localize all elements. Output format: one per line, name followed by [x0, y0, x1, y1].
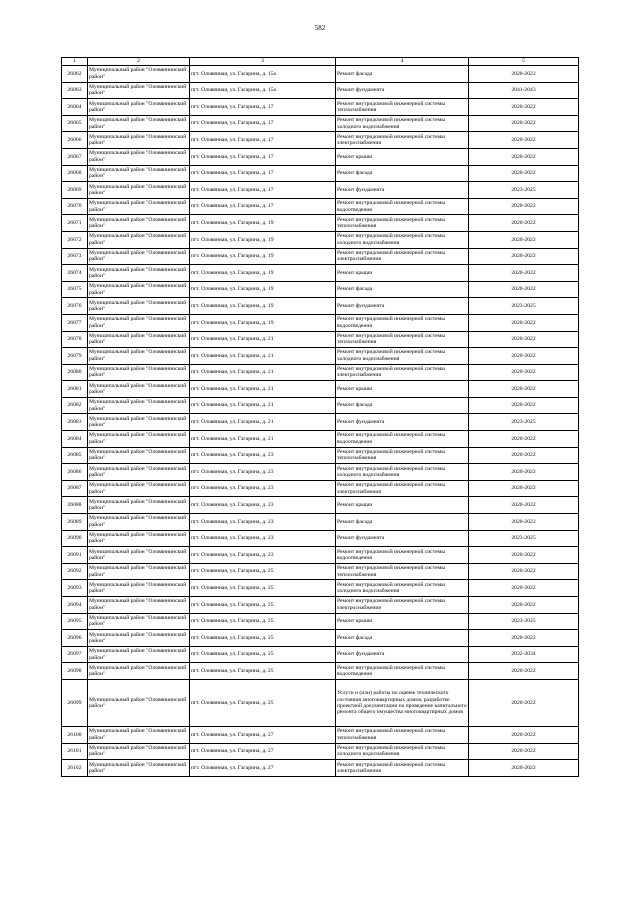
period-cell: 2020-2022 — [469, 726, 579, 743]
municipality-cell: Муниципальный район "Оловяннинский район" — [88, 646, 190, 663]
municipality-cell: Муниципальный район "Оловяннинский район" — [88, 563, 190, 580]
work-type-cell: Ремонт внутридомовой инженерной системы водоотведения — [336, 314, 469, 331]
row-number-cell: 26068 — [62, 165, 88, 182]
municipality-cell: Муниципальный район "Оловяннинский район" — [88, 431, 190, 448]
table-row — [62, 298, 579, 315]
municipality-cell: Муниципальный район "Оловяннинский район" — [88, 613, 190, 630]
column-number-header: 3 — [190, 58, 336, 66]
municipality-cell: Муниципальный район "Оловяннинский район" — [88, 630, 190, 647]
row-number-cell: 26084 — [62, 431, 88, 448]
row-number-cell: 26088 — [62, 497, 88, 514]
row-number-cell: 26098 — [62, 663, 88, 680]
address-cell: пгт. Оловянная, ул. Гагарина, д. 19 — [190, 281, 336, 298]
work-type-cell: Ремонт внутридомовой инженерной системы водоотведения — [336, 547, 469, 564]
address-cell: пгт. Оловянная, ул. Гагарина, д. 17 — [190, 99, 336, 116]
period-cell: 2020-2022 — [469, 431, 579, 448]
work-type-cell: Ремонт внутридомовой инженерной системы электроснабжения — [336, 480, 469, 497]
address-cell: пгт. Оловянная, ул. Гагарина, д. 19 — [190, 314, 336, 331]
work-type-cell: Ремонт внутридомовой инженерной системы холодного водоснабжения — [336, 115, 469, 132]
municipality-cell: Муниципальный район "Оловяннинский район" — [88, 414, 190, 431]
period-cell: 2020-2022 — [469, 630, 579, 647]
period-cell: 2020-2022 — [469, 115, 579, 132]
municipality-cell: Муниципальный район "Оловяннинский район" — [88, 182, 190, 199]
table-row — [62, 630, 579, 647]
work-type-cell: Ремонт фасада — [336, 281, 469, 298]
period-cell: 2020-2022 — [469, 743, 579, 760]
row-number-cell: 26091 — [62, 547, 88, 564]
address-cell: пгт. Оловянная, ул. Гагарина, д. 23 — [190, 530, 336, 547]
address-cell: пгт. Оловянная, ул. Гагарина, д. 25 — [190, 646, 336, 663]
row-number-cell: 26101 — [62, 743, 88, 760]
table-row — [62, 431, 579, 448]
address-cell: пгт. Оловянная, ул. Гагарина, д. 25 — [190, 630, 336, 647]
work-type-cell: Ремонт внутридомовой инженерной системы теплоснабжения — [336, 726, 469, 743]
municipality-cell: Муниципальный район "Оловяннинский район" — [88, 66, 190, 83]
address-cell: пгт. Оловянная, ул. Гагарина, д. 17 — [190, 148, 336, 165]
address-cell: пгт. Оловянная, ул. Гагарина, д. 23 — [190, 447, 336, 464]
period-cell: 2020-2022 — [469, 547, 579, 564]
address-cell: пгт. Оловянная, ул. Гагарина, д. 19 — [190, 215, 336, 232]
period-cell: 2020-2022 — [469, 314, 579, 331]
period-cell: 2020-2022 — [469, 563, 579, 580]
municipality-cell: Муниципальный район "Оловяннинский район" — [88, 663, 190, 680]
address-cell: пгт. Оловянная, ул. Гагарина, д. 23 — [190, 547, 336, 564]
address-cell: пгт. Оловянная, ул. Гагарина, д. 25 — [190, 597, 336, 614]
period-cell: 2020-2022 — [469, 580, 579, 597]
row-number-cell: 26090 — [62, 530, 88, 547]
table-row — [62, 726, 579, 743]
table-row — [62, 613, 579, 630]
municipality-cell: Муниципальный район "Оловяннинский район" — [88, 115, 190, 132]
municipality-cell: Муниципальный район "Оловяннинский район" — [88, 298, 190, 315]
table-body — [62, 66, 579, 777]
address-cell: пгт. Оловянная, ул. Гагарина, д. 25 — [190, 580, 336, 597]
municipality-cell: Муниципальный район "Оловяннинский район" — [88, 480, 190, 497]
municipality-cell: Муниципальный район "Оловяннинский район" — [88, 99, 190, 116]
table-row — [62, 66, 579, 83]
address-cell: пгт. Оловянная, ул. Гагарина, д. 19 — [190, 265, 336, 282]
work-type-cell: Ремонт фасада — [336, 66, 469, 83]
row-number-cell: 26083 — [62, 414, 88, 431]
work-type-cell: Ремонт фундамента — [336, 530, 469, 547]
municipality-cell: Муниципальный район "Оловяннинский район" — [88, 314, 190, 331]
work-type-cell: Услуги и (или) работы по оценке технического состояния многоквартирных домов, разработке проектной документации на проведение капитального ремонта общего имущества многоквартирных домов — [336, 679, 469, 726]
work-type-cell: Ремонт внутридомовой инженерной системы холодного водоснабжения — [336, 231, 469, 248]
period-cell: 2020-2022 — [469, 760, 579, 777]
municipality-cell: Муниципальный район "Оловяннинский район" — [88, 331, 190, 348]
work-type-cell: Ремонт внутридомовой инженерной системы электроснабжения — [336, 132, 469, 149]
work-type-cell: Ремонт внутридомовой инженерной системы холодного водоснабжения — [336, 743, 469, 760]
column-number-header: 4 — [336, 58, 469, 66]
municipality-cell: Муниципальный район "Оловяннинский район" — [88, 348, 190, 365]
column-number-header: 2 — [88, 58, 190, 66]
address-cell: пгт. Оловянная, ул. Гагарина, д. 25 — [190, 563, 336, 580]
address-cell: пгт. Оловянная, ул. Гагарина, д. 23 — [190, 464, 336, 481]
municipality-cell: Муниципальный район "Оловяннинский район" — [88, 597, 190, 614]
municipality-cell: Муниципальный район "Оловяннинский район" — [88, 231, 190, 248]
municipality-cell: Муниципальный район "Оловяннинский район" — [88, 381, 190, 398]
municipality-cell: Муниципальный район "Оловяннинский район" — [88, 547, 190, 564]
period-cell: 2020-2022 — [469, 397, 579, 414]
period-cell: 2020-2022 — [469, 165, 579, 182]
table-row — [62, 580, 579, 597]
period-cell: 2020-2022 — [469, 215, 579, 232]
period-cell: 2020-2022 — [469, 663, 579, 680]
address-cell: пгт. Оловянная, ул. Гагарина, д. 19 — [190, 231, 336, 248]
address-cell: пгт. Оловянная, ул. Гагарина, д. 27 — [190, 743, 336, 760]
municipality-cell: Муниципальный район "Оловяннинский район" — [88, 165, 190, 182]
address-cell: пгт. Оловянная, ул. Гагарина, д. 21 — [190, 331, 336, 348]
row-number-cell: 26066 — [62, 132, 88, 149]
table-row — [62, 231, 579, 248]
address-cell: пгт. Оловянная, ул. Гагарина, д. 23 — [190, 514, 336, 531]
work-type-cell: Ремонт внутридомовой инженерной системы теплоснабжения — [336, 215, 469, 232]
address-cell: пгт. Оловянная, ул. Гагарина, д. 15а — [190, 66, 336, 83]
period-cell: 2020-2022 — [469, 514, 579, 531]
work-type-cell: Ремонт внутридомовой инженерной системы холодного водоснабжения — [336, 464, 469, 481]
work-type-cell: Ремонт фасада — [336, 630, 469, 647]
address-cell: пгт. Оловянная, ул. Гагарина, д. 21 — [190, 381, 336, 398]
municipality-cell: Муниципальный район "Оловяннинский район" — [88, 497, 190, 514]
period-cell: 2020-2022 — [469, 66, 579, 83]
row-number-cell: 26082 — [62, 397, 88, 414]
row-number-cell: 26080 — [62, 364, 88, 381]
row-number-cell: 26102 — [62, 760, 88, 777]
work-type-cell: Ремонт внутридомовой инженерной системы теплоснабжения — [336, 99, 469, 116]
table-row — [62, 348, 579, 365]
work-type-cell: Ремонт фасада — [336, 514, 469, 531]
municipality-cell: Муниципальный район "Оловяннинский район" — [88, 281, 190, 298]
period-cell: 2020-2022 — [469, 597, 579, 614]
period-cell: 2020-2022 — [469, 132, 579, 149]
municipality-cell: Муниципальный район "Оловяннинский район" — [88, 580, 190, 597]
municipality-cell: Муниципальный район "Оловяннинский район" — [88, 148, 190, 165]
municipality-cell: Муниципальный район "Оловяннинский район" — [88, 679, 190, 726]
row-number-cell: 26079 — [62, 348, 88, 365]
row-number-cell: 26085 — [62, 447, 88, 464]
work-type-cell: Ремонт внутридомовой инженерной системы электроснабжения — [336, 248, 469, 265]
address-cell: пгт. Оловянная, ул. Гагарина, д. 23 — [190, 497, 336, 514]
table-row — [62, 215, 579, 232]
work-type-cell: Ремонт фундамента — [336, 646, 469, 663]
municipality-cell: Муниципальный район "Оловяннинский район" — [88, 132, 190, 149]
period-cell: 2041-2043 — [469, 82, 579, 99]
work-type-cell: Ремонт фасада — [336, 165, 469, 182]
period-cell: 2020-2022 — [469, 99, 579, 116]
table-row — [62, 760, 579, 777]
table-row — [62, 530, 579, 547]
address-cell: пгт. Оловянная, ул. Гагарина, д. 17 — [190, 165, 336, 182]
period-cell: 2023-2025 — [469, 613, 579, 630]
address-cell: пгт. Оловянная, ул. Гагарина, д. 25 — [190, 679, 336, 726]
row-number-cell: 26096 — [62, 630, 88, 647]
table-row — [62, 132, 579, 149]
period-cell: 2023-2025 — [469, 530, 579, 547]
municipality-cell: Муниципальный район "Оловяннинский район" — [88, 743, 190, 760]
table-row — [62, 248, 579, 265]
address-cell: пгт. Оловянная, ул. Гагарина, д. 21 — [190, 431, 336, 448]
column-number-header: 5 — [469, 58, 579, 66]
address-cell: пгт. Оловянная, ул. Гагарина, д. 25 — [190, 663, 336, 680]
work-type-cell: Ремонт крыши — [336, 148, 469, 165]
row-number-cell: 26077 — [62, 314, 88, 331]
work-type-cell: Ремонт внутридомовой инженерной системы водоотведения — [336, 431, 469, 448]
row-number-cell: 26093 — [62, 580, 88, 597]
address-cell: пгт. Оловянная, ул. Гагарина, д. 19 — [190, 248, 336, 265]
row-number-cell: 26095 — [62, 613, 88, 630]
table-row — [62, 397, 579, 414]
row-number-cell: 26074 — [62, 265, 88, 282]
row-number-cell: 26078 — [62, 331, 88, 348]
period-cell: 2020-2022 — [469, 497, 579, 514]
period-cell: 2020-2022 — [469, 231, 579, 248]
row-number-cell: 26067 — [62, 148, 88, 165]
work-type-cell: Ремонт внутридомовой инженерной системы теплоснабжения — [336, 563, 469, 580]
capital-repair-table — [61, 57, 579, 777]
work-type-cell: Ремонт фасада — [336, 397, 469, 414]
row-number-cell: 26097 — [62, 646, 88, 663]
row-number-cell: 26071 — [62, 215, 88, 232]
table-row — [62, 646, 579, 663]
table-row — [62, 464, 579, 481]
table-row — [62, 148, 579, 165]
work-type-cell: Ремонт внутридомовой инженерной системы холодного водоснабжения — [336, 348, 469, 365]
address-cell: пгт. Оловянная, ул. Гагарина, д. 21 — [190, 364, 336, 381]
table-row — [62, 281, 579, 298]
table-row — [62, 414, 579, 431]
table-row — [62, 265, 579, 282]
municipality-cell: Муниципальный район "Оловяннинский район" — [88, 198, 190, 215]
table-row — [62, 115, 579, 132]
table-row — [62, 597, 579, 614]
municipality-cell: Муниципальный район "Оловяннинский район" — [88, 514, 190, 531]
municipality-cell: Муниципальный район "Оловяннинский район" — [88, 760, 190, 777]
table-row — [62, 563, 579, 580]
address-cell: пгт. Оловянная, ул. Гагарина, д. 27 — [190, 726, 336, 743]
row-number-cell: 26087 — [62, 480, 88, 497]
address-cell: пгт. Оловянная, ул. Гагарина, д. 21 — [190, 414, 336, 431]
row-number-cell: 26063 — [62, 82, 88, 99]
row-number-cell: 26065 — [62, 115, 88, 132]
column-number-row — [62, 58, 579, 66]
row-number-cell: 26076 — [62, 298, 88, 315]
table-row — [62, 514, 579, 531]
page-number: 582 — [314, 24, 326, 32]
table-row — [62, 497, 579, 514]
municipality-cell: Муниципальный район "Оловяннинский район" — [88, 364, 190, 381]
municipality-cell: Муниципальный район "Оловяннинский район" — [88, 397, 190, 414]
row-number-cell: 26073 — [62, 248, 88, 265]
table-row — [62, 314, 579, 331]
period-cell: 2032-2034 — [469, 646, 579, 663]
address-cell: пгт. Оловянная, ул. Гагарина, д. 27 — [190, 760, 336, 777]
work-type-cell: Ремонт крыши — [336, 613, 469, 630]
municipality-cell: Муниципальный район "Оловяннинский район" — [88, 447, 190, 464]
address-cell: пгт. Оловянная, ул. Гагарина, д. 17 — [190, 198, 336, 215]
period-cell: 2020-2022 — [469, 265, 579, 282]
work-type-cell: Ремонт фундамента — [336, 182, 469, 199]
work-type-cell: Ремонт фундамента — [336, 82, 469, 99]
period-cell: 2020-2022 — [469, 331, 579, 348]
table-row — [62, 99, 579, 116]
row-number-cell: 26100 — [62, 726, 88, 743]
work-type-cell: Ремонт фундамента — [336, 298, 469, 315]
row-number-cell: 26081 — [62, 381, 88, 398]
address-cell: пгт. Оловянная, ул. Гагарина, д. 23 — [190, 480, 336, 497]
address-cell: пгт. Оловянная, ул. Гагарина, д. 21 — [190, 397, 336, 414]
period-cell: 2020-2022 — [469, 447, 579, 464]
work-type-cell: Ремонт внутридомовой инженерной системы теплоснабжения — [336, 447, 469, 464]
period-cell: 2020-2022 — [469, 281, 579, 298]
period-cell: 2020-2022 — [469, 348, 579, 365]
period-cell: 2020-2022 — [469, 480, 579, 497]
period-cell: 2023-2025 — [469, 298, 579, 315]
work-type-cell: Ремонт внутридомовой инженерной системы холодного водоснабжения — [336, 580, 469, 597]
address-cell: пгт. Оловянная, ул. Гагарина, д. 21 — [190, 348, 336, 365]
period-cell: 2020-2022 — [469, 381, 579, 398]
row-number-cell: 26075 — [62, 281, 88, 298]
table-row — [62, 331, 579, 348]
row-number-cell: 26086 — [62, 464, 88, 481]
row-number-cell: 26092 — [62, 563, 88, 580]
address-cell: пгт. Оловянная, ул. Гагарина, д. 17 — [190, 115, 336, 132]
work-type-cell: Ремонт внутридомовой инженерной системы электроснабжения — [336, 760, 469, 777]
table-row — [62, 447, 579, 464]
address-cell: пгт. Оловянная, ул. Гагарина, д. 19 — [190, 298, 336, 315]
row-number-cell: 26062 — [62, 66, 88, 83]
municipality-cell: Муниципальный район "Оловяннинский район" — [88, 726, 190, 743]
work-type-cell: Ремонт крыши — [336, 497, 469, 514]
period-cell: 2020-2022 — [469, 248, 579, 265]
table-row — [62, 364, 579, 381]
row-number-cell: 26099 — [62, 679, 88, 726]
column-number-header: 1 — [62, 58, 88, 66]
period-cell: 2023-2025 — [469, 182, 579, 199]
period-cell: 2020-2022 — [469, 148, 579, 165]
table-row — [62, 198, 579, 215]
work-type-cell: Ремонт внутридомовой инженерной системы теплоснабжения — [336, 331, 469, 348]
work-type-cell: Ремонт внутридомовой инженерной системы водоотведения — [336, 198, 469, 215]
work-type-cell: Ремонт крыши — [336, 265, 469, 282]
period-cell: 2020-2022 — [469, 679, 579, 726]
table-row — [62, 82, 579, 99]
work-type-cell: Ремонт крыши — [336, 381, 469, 398]
municipality-cell: Муниципальный район "Оловяннинский район" — [88, 530, 190, 547]
period-cell: 2020-2022 — [469, 464, 579, 481]
address-cell: пгт. Оловянная, ул. Гагарина, д. 17 — [190, 182, 336, 199]
row-number-cell: 26069 — [62, 182, 88, 199]
municipality-cell: Муниципальный район "Оловяннинский район" — [88, 248, 190, 265]
period-cell: 2023-2025 — [469, 414, 579, 431]
table-row — [62, 165, 579, 182]
row-number-cell: 26072 — [62, 231, 88, 248]
work-type-cell: Ремонт внутридомовой инженерной системы электроснабжения — [336, 597, 469, 614]
period-cell: 2020-2022 — [469, 198, 579, 215]
municipality-cell: Муниципальный район "Оловяннинский район" — [88, 215, 190, 232]
table-row — [62, 743, 579, 760]
row-number-cell: 26094 — [62, 597, 88, 614]
row-number-cell: 26070 — [62, 198, 88, 215]
table-row — [62, 480, 579, 497]
table-row — [62, 663, 579, 680]
table-row — [62, 381, 579, 398]
work-type-cell: Ремонт фундамента — [336, 414, 469, 431]
row-number-cell: 26089 — [62, 514, 88, 531]
municipality-cell: Муниципальный район "Оловяннинский район" — [88, 265, 190, 282]
table-row — [62, 182, 579, 199]
work-type-cell: Ремонт внутридомовой инженерной системы водоотведения — [336, 663, 469, 680]
row-number-cell: 26064 — [62, 99, 88, 116]
address-cell: пгт. Оловянная, ул. Гагарина, д. 15а — [190, 82, 336, 99]
table-row — [62, 679, 579, 726]
table-row — [62, 547, 579, 564]
address-cell: пгт. Оловянная, ул. Гагарина, д. 25 — [190, 613, 336, 630]
work-type-cell: Ремонт внутридомовой инженерной системы электроснабжения — [336, 364, 469, 381]
period-cell: 2020-2022 — [469, 364, 579, 381]
address-cell: пгт. Оловянная, ул. Гагарина, д. 17 — [190, 132, 336, 149]
municipality-cell: Муниципальный район "Оловяннинский район" — [88, 82, 190, 99]
municipality-cell: Муниципальный район "Оловяннинский район" — [88, 464, 190, 481]
